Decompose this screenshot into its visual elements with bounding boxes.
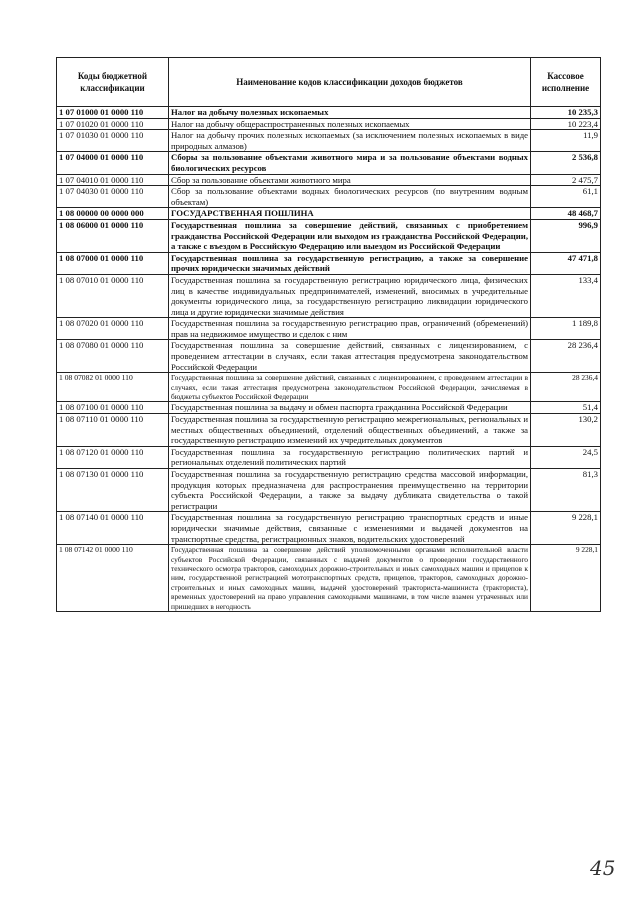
row-value: 51,4: [531, 402, 601, 414]
header-value: Кассовое исполнение: [531, 58, 601, 107]
row-name: Государственная пошлина за государственную регистрацию прав, ограничений (обременений) прав на недвижимое имущество и сделок с ним: [169, 318, 531, 340]
row-value: 47 471,8: [531, 252, 601, 274]
row-code: 1 07 01000 01 0000 110: [57, 107, 169, 119]
table-row: [57, 107, 601, 119]
row-value: 133,4: [531, 274, 601, 317]
table-row: [57, 446, 601, 468]
row-code: 1 07 04030 01 0000 110: [57, 186, 169, 208]
row-name: Государственная пошлина за совершение действий, связанных с лицензированием, с проведением аттестации в случаях, если такая аттестация предусмотрена законодательством Российской Федерации: [169, 340, 531, 373]
row-code: 1 08 07130 01 0000 110: [57, 469, 169, 512]
table-row: [57, 208, 601, 220]
table-row: [57, 118, 601, 130]
row-code: 1 07 04000 01 0000 110: [57, 152, 169, 174]
row-name: ГОСУДАРСТВЕННАЯ ПОШЛИНА: [169, 208, 531, 220]
row-code: 1 08 07080 01 0000 110: [57, 340, 169, 373]
row-name: Государственная пошлина за государственную регистрацию средства массовой информации, продукция которых предназначена для распространения преимущественно на территории субъекта Российской Федерации, а также за выдачу дубликата свидетельства о такой регистрации: [169, 469, 531, 512]
row-code: 1 08 07010 01 0000 110: [57, 274, 169, 317]
row-name: Государственная пошлина за государственную регистрацию межрегиональных, региональных и местных общественных объединений, отделений общественных объединений, а также за государственную регистрацию изменений их учредительных документов: [169, 414, 531, 447]
row-value: 10 223,4: [531, 118, 601, 130]
table-row: [57, 340, 601, 373]
row-value: 28 236,4: [531, 340, 601, 373]
table-row: [57, 174, 601, 186]
table-row: [57, 318, 601, 340]
row-name: Сбор за пользование объектами животного мира: [169, 174, 531, 186]
row-value: 28 236,4: [531, 373, 601, 402]
row-name: Налог на добычу прочих полезных ископаемых (за исключением полезных ископаемых в виде природных алмазов): [169, 130, 531, 152]
row-code: 1 08 06000 01 0000 110: [57, 219, 169, 252]
table-row: [57, 274, 601, 317]
row-code: 1 07 01020 01 0000 110: [57, 118, 169, 130]
table-row: [57, 152, 601, 174]
row-name: Государственная пошлина за совершение действий, связанных с лицензированием, с проведением аттестации в случаях, если такая аттестация предусмотрена законодательством Российской Федерации, зачисляемая в бюджеты субъектов Российской Федерации: [169, 373, 531, 402]
header-code: Коды бюджетной классификации: [57, 58, 169, 107]
table-row: [57, 219, 601, 252]
row-value: 130,2: [531, 414, 601, 447]
table-row: [57, 512, 601, 545]
row-value: 9 228,1: [531, 512, 601, 545]
row-name: Государственная пошлина за государственную регистрацию политических партий и региональных отделений политических партий: [169, 446, 531, 468]
row-name: Государственная пошлина за совершение действий, связанных с приобретением гражданства Российской Федерации или выходом из гражданства Российской Федерации, а также с въездом в Российскую Федерацию или выездом из Российской Федерации: [169, 219, 531, 252]
row-value: 2 536,8: [531, 152, 601, 174]
row-code: 1 07 01030 01 0000 110: [57, 130, 169, 152]
row-name: Налог на добычу полезных ископаемых: [169, 107, 531, 119]
row-value: 61,1: [531, 186, 601, 208]
row-name: Государственная пошлина за государственную регистрацию транспортных средств и иные юридически значимые действия, связанные с изменениями и выдачей документов на транспортные средства, регистрационных знаков, водительских удостоверений: [169, 512, 531, 545]
row-value: 1 189,8: [531, 318, 601, 340]
row-name: Государственная пошлина за выдачу и обмен паспорта гражданина Российской Федерации: [169, 402, 531, 414]
row-name: Государственная пошлина за государственную регистрацию юридического лица, физических лиц в качестве индивидуальных предпринимателей, изменений, вносимых в учредительные документы юридического лица, за государственную регистрацию ликвидации юридического лица и другие юридически значимые действия: [169, 274, 531, 317]
row-value: 24,5: [531, 446, 601, 468]
header-name: Наименование кодов классификации доходов бюджетов: [169, 58, 531, 107]
row-name: Государственная пошлина за государственную регистрацию, а также за совершение прочих юридически значимых действий: [169, 252, 531, 274]
row-code: 1 08 07020 01 0000 110: [57, 318, 169, 340]
row-value: 9 228,1: [531, 545, 601, 612]
page-number: 45: [590, 856, 616, 880]
table-row: [57, 545, 601, 612]
table-row: [57, 402, 601, 414]
row-value: 996,9: [531, 219, 601, 252]
row-name: Сборы за пользование объектами животного мира и за пользование объектами водных биологических ресурсов: [169, 152, 531, 174]
row-value: 10 235,3: [531, 107, 601, 119]
table-row: [57, 186, 601, 208]
table-row: [57, 414, 601, 447]
table-row: [57, 130, 601, 152]
row-value: 2 475,7: [531, 174, 601, 186]
table-row: [57, 373, 601, 402]
row-value: 11,9: [531, 130, 601, 152]
row-code: 1 08 07140 01 0000 110: [57, 512, 169, 545]
row-code: 1 08 07120 01 0000 110: [57, 446, 169, 468]
row-code: 1 08 07110 01 0000 110: [57, 414, 169, 447]
row-code: 1 08 07000 01 0000 110: [57, 252, 169, 274]
row-value: 48 468,7: [531, 208, 601, 220]
budget-revenue-table: [56, 57, 601, 612]
row-name: Государственная пошлина за совершение действий уполномоченными органами исполнительной власти субъектов Российской Федерации, связанных с выдачей документов о проведении государственного технического осмотра тракторов, самоходных дорожно-строительных и иных самоходных машин и прицепов к ним, государственной регистрацией мототранспортных средств, прицепов, тракторов, самоходных дорожно-строительных и иных самоходных машин, выдачей удостоверений тракториста-машиниста (тракториста), временных удостоверений на право управления самоходными машинами, в том числе взамен утраченных или пришедших в негодность: [169, 545, 531, 612]
row-value: 81,3: [531, 469, 601, 512]
table-row: [57, 252, 601, 274]
row-code: 1 08 07082 01 0000 110: [57, 373, 169, 402]
table-body: [57, 107, 601, 612]
row-name: Сбор за пользование объектами водных биологических ресурсов (по внутренним водным объектам): [169, 186, 531, 208]
row-code: 1 08 07142 01 0000 110: [57, 545, 169, 612]
row-name: Налог на добычу общераспространенных полезных ископаемых: [169, 118, 531, 130]
row-code: 1 08 07100 01 0000 110: [57, 402, 169, 414]
row-code: 1 08 00000 00 0000 000: [57, 208, 169, 220]
row-code: 1 07 04010 01 0000 110: [57, 174, 169, 186]
table-header: [57, 58, 601, 107]
table-row: [57, 469, 601, 512]
